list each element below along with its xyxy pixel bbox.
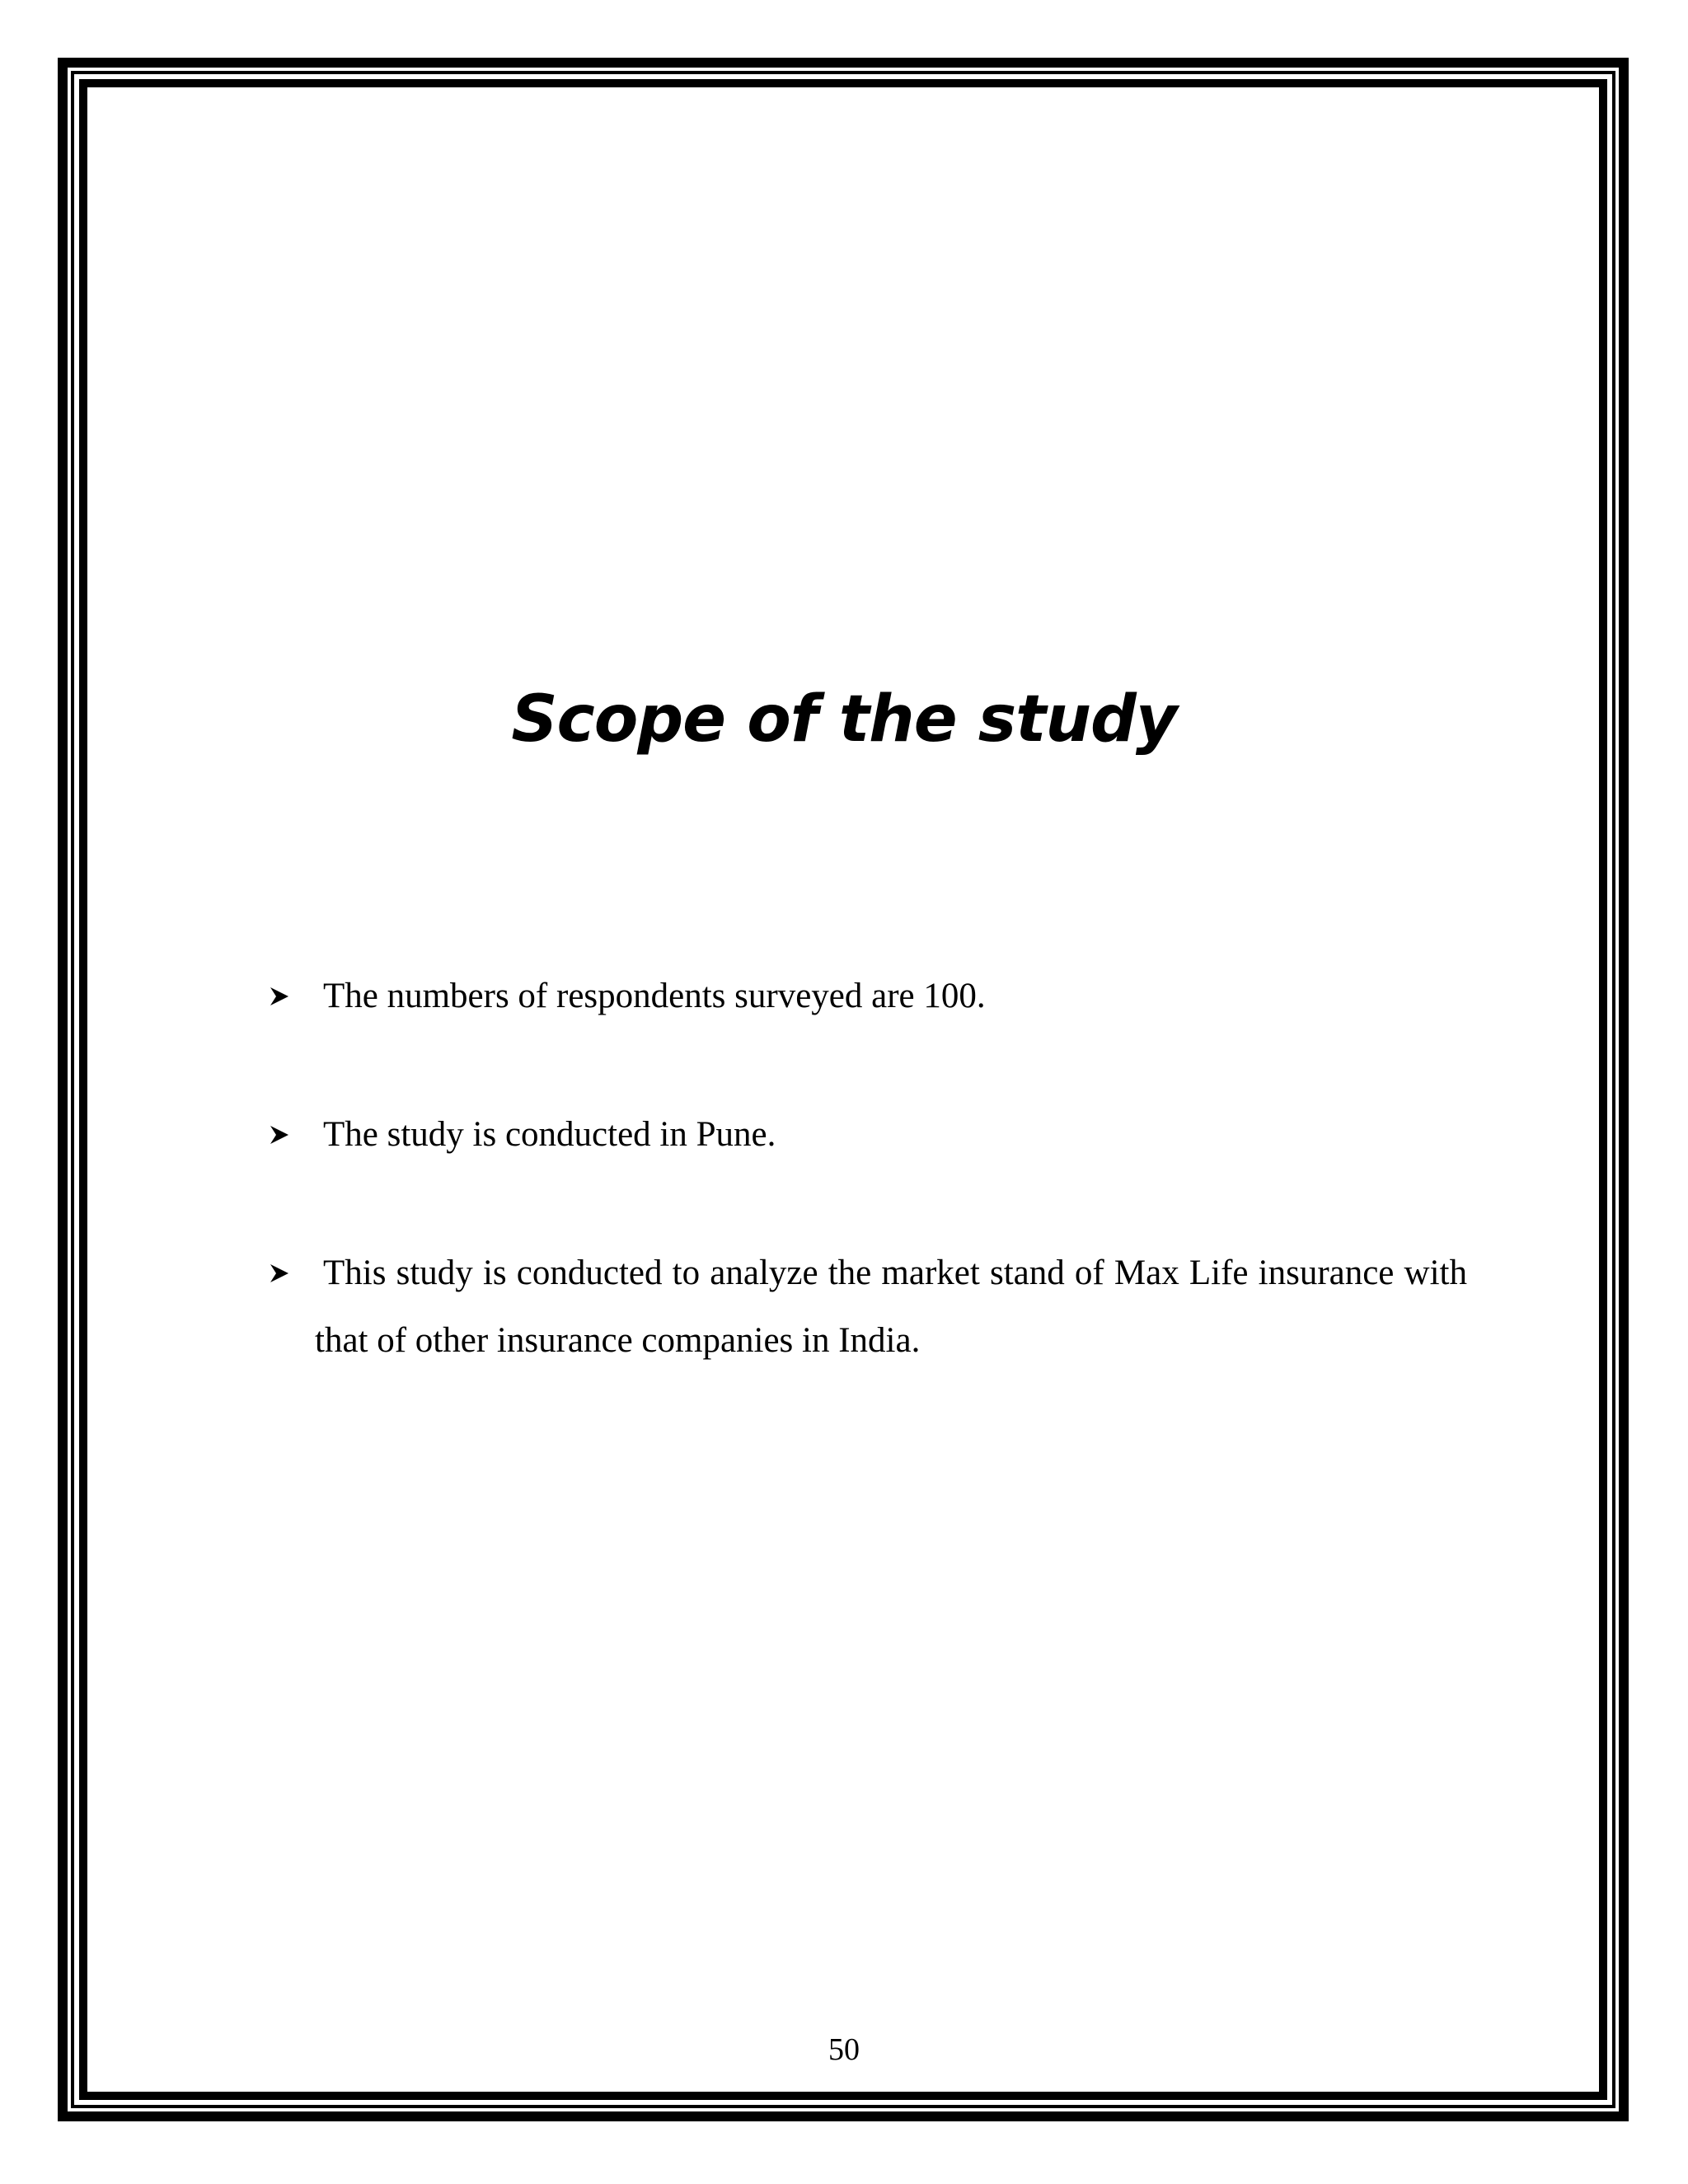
page-number: 50	[828, 2032, 860, 2067]
list-item	[264, 1101, 1467, 1169]
bullet-text: The study is conducted in Pune.	[323, 1115, 776, 1154]
list-item	[264, 963, 1467, 1030]
bullet-text: This study is conducted to analyze the market stand of Max Life insurance with that of other insurance companies in India.	[315, 1254, 1467, 1360]
page-title: Scope of the study	[511, 682, 1177, 757]
arrow-bullet-icon	[269, 1101, 293, 1169]
arrow-bullet-icon	[269, 1240, 293, 1307]
list-item	[264, 1240, 1467, 1375]
bullet-text: The numbers of respondents surveyed are 100.	[323, 977, 986, 1015]
arrow-bullet-icon	[269, 963, 293, 1030]
scope-bullet-list	[264, 963, 1467, 1375]
